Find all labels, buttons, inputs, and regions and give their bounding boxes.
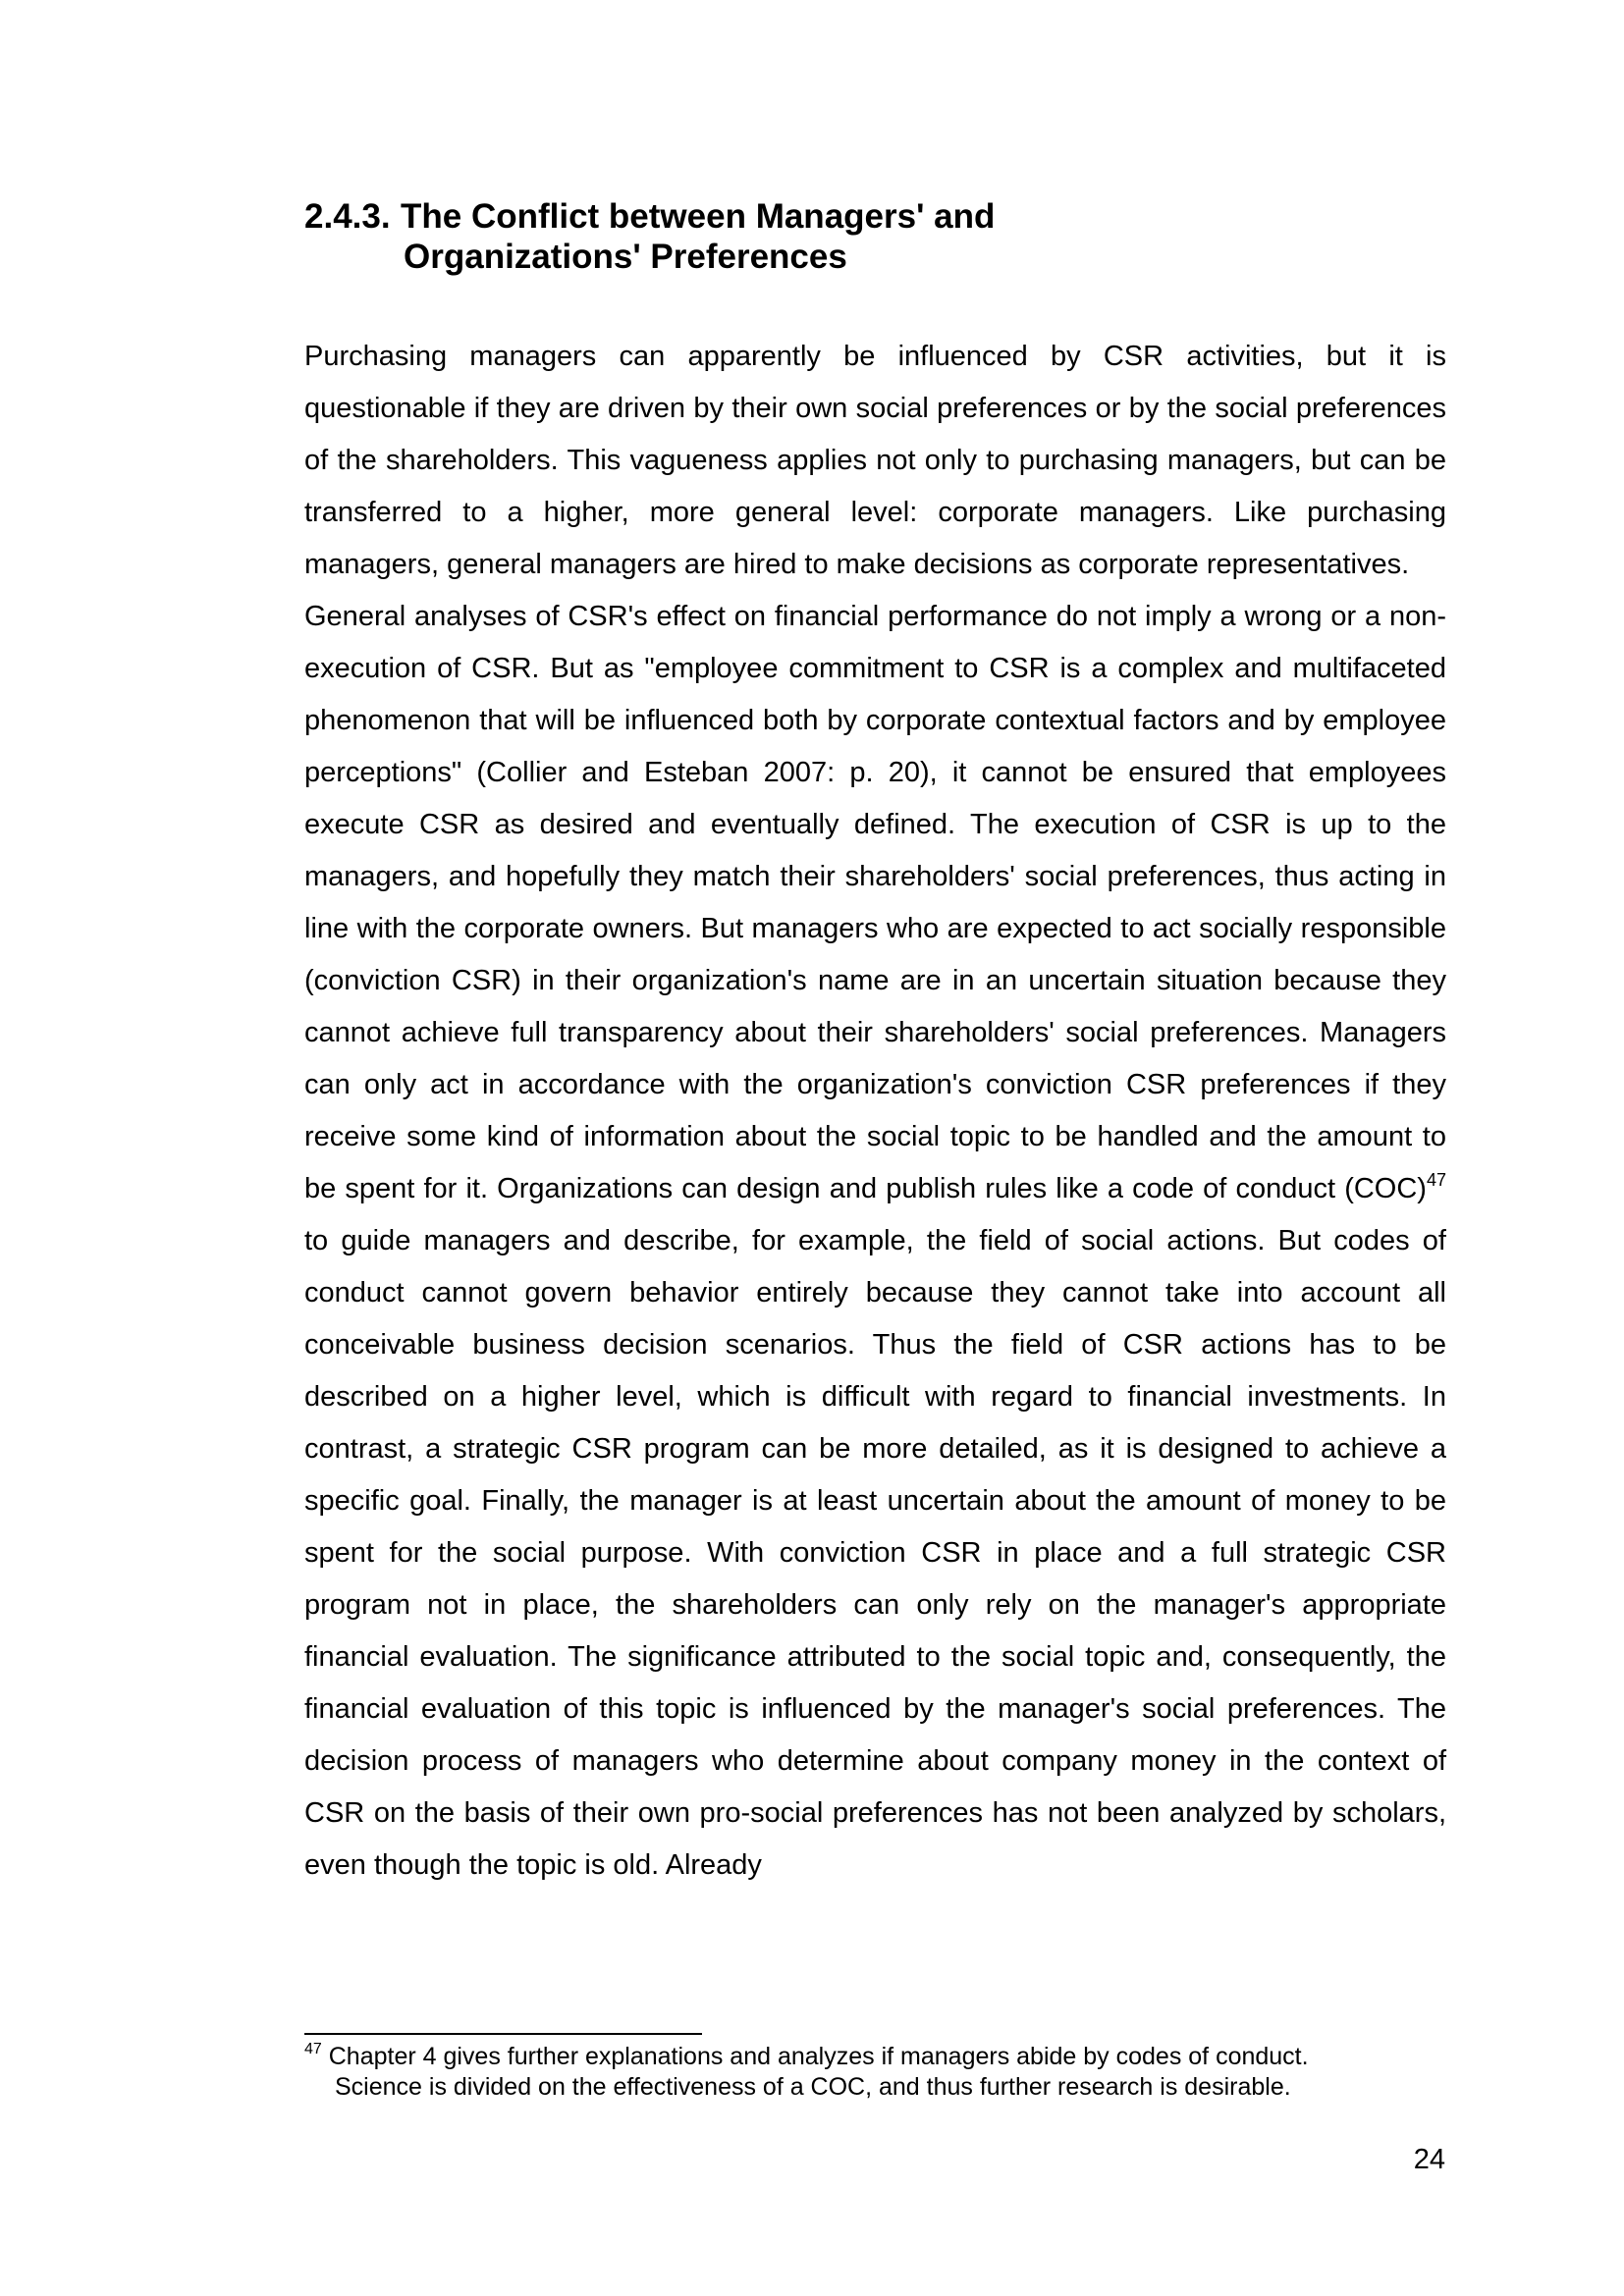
paragraph-2-part-2: to guide managers and describe, for example, the field of social actions. But codes of conduct cannot govern behavior entirely because they cannot take into account all conceivable business decision scenarios. Thus the field of CSR actions has to be described on a higher level, which is difficult with regard to financial investments. In contrast, a strategic CSR program can be more detailed, as it is designed to achieve a specific goal. Finally, the manager is at least uncertain about the amount of money to be spent for the social purpose. With conviction CSR in place and a full strategic CSR program not in place, the shareholders can only rely on the manager's appropriate financial evaluation. The significance attributed to the social topic and, consequently, the financial evaluation of this topic is influenced by the manager's social preferences. The decision process of managers who determine about company money in the context of CSR on the basis of their own pro-social preferences has not been analyzed by scholars, even though the topic is old. Already [304, 1225, 1446, 1881]
footnote-line-2: Science is divided on the effectiveness of a COC, and thus further research is desirable. [335, 2073, 1291, 2101]
paragraph-2 [304, 591, 1446, 1892]
body-text [304, 331, 1446, 1892]
section-title-line1: The Conflict between Managers' and [401, 197, 996, 236]
section-heading [304, 196, 1453, 277]
section-title-line2: Organizations' Preferences [404, 238, 847, 276]
footnote-number: 47 [304, 2041, 322, 2057]
footnote-reference: 47 [1426, 1170, 1446, 1190]
paragraph-2-part-1: General analyses of CSR's effect on financial performance do not imply a wrong or a non-execution of CSR. But as "employee commitment to CSR is a complex and multifaceted phenomenon that will be influenced both by corporate contextual factors and by employee perceptions" (Collier and Esteban 2007: p. 20), it cannot be ensured that employees execute CSR as desired and eventually defined. The execution of CSR is up to the managers, and hopefully they match their shareholders' social preferences, thus acting in line with the corporate owners. But managers who are expected to act socially responsible (conviction CSR) in their organization's name are in an uncertain situation because they cannot achieve full transparency about their shareholders' social preferences. Managers can only act in accordance with the organization's conviction CSR preferences if they receive some kind of information about the social topic to be handled and the amount to be spent for it. Organizations can design and publish rules like a code of conduct (COC) [304, 601, 1446, 1204]
footnote-line-1: Chapter 4 gives further explanations and analyzes if managers abide by codes of conduct. [321, 2043, 1309, 2070]
footnote-divider [304, 2033, 702, 2035]
page-number: 24 [1413, 2144, 1445, 2175]
section-number: 2.4.3. [304, 197, 391, 236]
paragraph-1: Purchasing managers can apparently be influenced by CSR activities, but it is questionable if they are driven by their own social preferences or by the social preferences of the shareholders. This vagueness applies not only to purchasing managers, but can be transferred to a higher, more general level: corporate managers. Like purchasing managers, general managers are hired to make decisions as corporate representatives. [304, 341, 1446, 580]
footnote [304, 2042, 1453, 2103]
